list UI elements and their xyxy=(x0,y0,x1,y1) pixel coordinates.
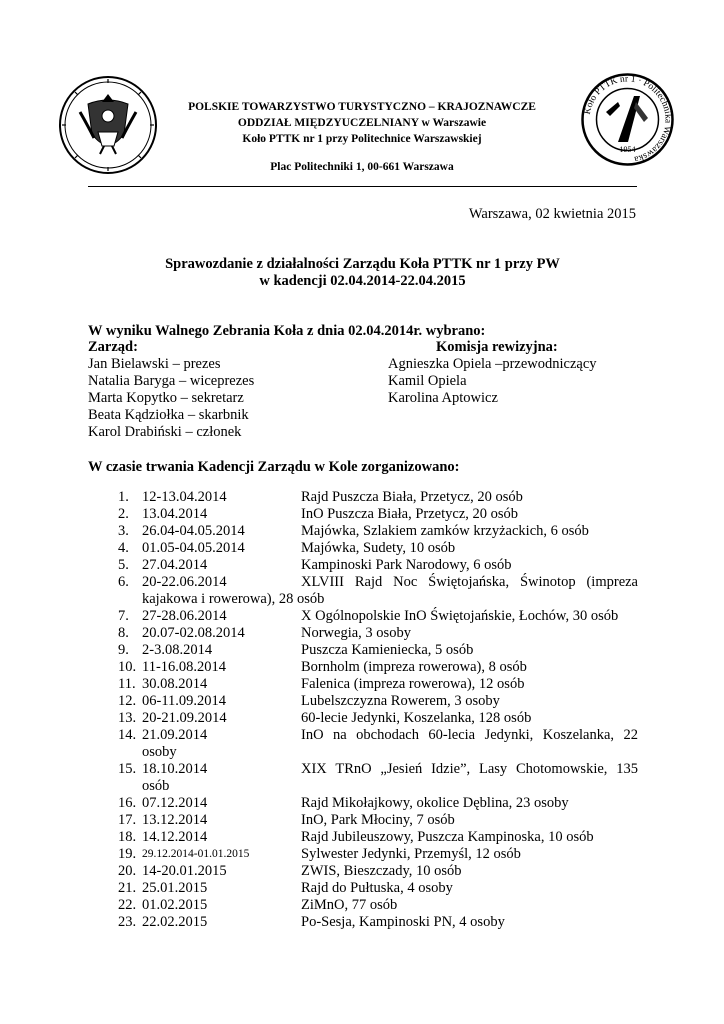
event-number: 23. xyxy=(118,914,137,930)
event-number: 6. xyxy=(118,574,129,590)
event-date: 14.12.2014 xyxy=(142,829,208,845)
org-branch: ODDZIAŁ MIĘDZYUCZELNIANY w Warszawie xyxy=(237,117,487,129)
board-member: Natalia Baryga – wiceprezes xyxy=(88,373,255,389)
audit-label: Komisja rewizyjna: xyxy=(436,339,558,355)
event-date: 2-3.08.2014 xyxy=(142,642,213,658)
event-number: 12. xyxy=(118,693,137,709)
event-date: 12-13.04.2014 xyxy=(142,489,227,505)
event-description: 60-lecie Jedynki, Koszelanka, 128 osób xyxy=(301,710,532,726)
event-description: Rajd Puszcza Biała, Przetycz, 20 osób xyxy=(301,489,523,505)
event-number: 22. xyxy=(118,897,137,913)
event-date: 13.04.2014 xyxy=(142,506,208,522)
event-description: InO Puszcza Biała, Przetycz, 20 osób xyxy=(301,506,519,522)
event-description: Majówka, Szlakiem zamków krzyżackich, 6 osób xyxy=(301,523,589,539)
event-description: Norwegia, 3 osoby xyxy=(301,625,411,641)
election-heading: W wyniku Walnego Zebrania Koła z dnia 02.04.2014r. wybrano: xyxy=(88,323,486,339)
event-number: 8. xyxy=(118,625,129,641)
audit-member: Karolina Aptowicz xyxy=(388,390,498,406)
event-number: 18. xyxy=(118,829,137,845)
board-member: Jan Bielawski – prezes xyxy=(88,356,221,372)
event-date: 27.04.2014 xyxy=(142,557,208,573)
event-date: 20.07-02.08.2014 xyxy=(142,625,245,641)
event-number: 2. xyxy=(118,506,129,522)
event-number: 11. xyxy=(118,676,136,692)
event-date: 30.08.2014 xyxy=(142,676,208,692)
event-date: 26.04-04.05.2014 xyxy=(142,523,245,539)
board-label: Zarząd: xyxy=(88,339,138,355)
event-number: 21. xyxy=(118,880,137,896)
board-member: Beata Kądziołka – skarbnik xyxy=(88,407,249,423)
event-description: X Ogólnopolskie InO Świętojańskie, Łochów, 30 osób xyxy=(301,608,619,624)
event-description: Kampinoski Park Narodowy, 6 osób xyxy=(301,557,512,573)
event-description-continued: kajakowa i rowerowa), 28 osób xyxy=(142,591,325,607)
header-divider xyxy=(88,186,637,187)
event-date: 18.10.2014 xyxy=(142,761,208,777)
event-number: 5. xyxy=(118,557,129,573)
org-address: Plac Politechniki 1, 00-661 Warszawa xyxy=(270,161,454,173)
event-description: Rajd do Pułtuska, 4 osoby xyxy=(301,880,453,896)
event-description: InO, Park Młociny, 7 osób xyxy=(301,812,455,828)
event-number: 9. xyxy=(118,642,129,658)
event-date: 22.02.2015 xyxy=(142,914,208,930)
board-member: Marta Kopytko – sekretarz xyxy=(88,390,244,406)
event-number: 15. xyxy=(118,761,137,777)
event-description: XLVIII Rajd Noc Świętojańska, Świnotop (impreza xyxy=(301,574,638,590)
event-date: 21.09.2014 xyxy=(142,727,208,743)
audit-member: Kamil Opiela xyxy=(388,373,467,389)
event-number: 16. xyxy=(118,795,137,811)
event-date: 06-11.09.2014 xyxy=(142,693,227,709)
event-description-continued: osoby xyxy=(142,744,177,760)
event-date: 01.05-04.05.2014 xyxy=(142,540,245,556)
document-date: Warszawa, 02 kwietnia 2015 xyxy=(468,206,636,222)
report-term: w kadencji 02.04.2014-22.04.2015 xyxy=(259,273,466,289)
report-title: Sprawozdanie z działalności Zarządu Koła PTTK nr 1 przy PW xyxy=(165,256,560,272)
svg-text:Koło PTTK nr 1 · Politechnika: Koło PTTK nr 1 · Politechnika Warszawska xyxy=(582,74,673,164)
event-number: 4. xyxy=(118,540,129,556)
event-number: 1. xyxy=(118,489,129,505)
event-description: ZWIS, Bieszczady, 10 osób xyxy=(301,863,462,879)
event-description: Sylwester Jedynki, Przemyśl, 12 osób xyxy=(301,846,521,862)
audit-member: Agnieszka Opiela –przewodniczący xyxy=(388,356,597,372)
event-description: Lubelszczyzna Rowerem, 3 osoby xyxy=(301,693,500,709)
event-number: 3. xyxy=(118,523,129,539)
event-date: 14-20.01.2015 xyxy=(142,863,227,879)
event-number: 13. xyxy=(118,710,137,726)
event-number: 20. xyxy=(118,863,137,879)
event-description: InO na obchodach 60-lecia Jedynki, Koszelanka, 22 xyxy=(301,727,638,743)
event-description: Rajd Mikołajkowy, okolice Dęblina, 23 osoby xyxy=(301,795,569,811)
event-number: 7. xyxy=(118,608,129,624)
event-description: Rajd Jubileuszowy, Puszcza Kampinoska, 10 osób xyxy=(301,829,594,845)
event-date: 07.12.2014 xyxy=(142,795,208,811)
event-date: 29.12.2014-01.01.2015 xyxy=(142,848,250,860)
event-date: 27-28.06.2014 xyxy=(142,608,227,624)
event-description: ZiMnO, 77 osób xyxy=(301,897,398,913)
event-date: 13.12.2014 xyxy=(142,812,208,828)
event-date: 25.01.2015 xyxy=(142,880,208,896)
event-number: 10. xyxy=(118,659,137,675)
event-description: Po-Sesja, Kampinoski PN, 4 osoby xyxy=(301,914,505,930)
event-number: 19. xyxy=(118,846,137,862)
event-description: Puszcza Kamieniecka, 5 osób xyxy=(301,642,474,658)
pttk-club-seal xyxy=(580,72,675,167)
event-number: 14. xyxy=(118,727,137,743)
event-date: 20-22.06.2014 xyxy=(142,574,227,590)
event-description: XIX TRnO „Jesień Idzie”, Lasy Chotomowskie, 135 xyxy=(301,761,638,777)
event-date: 20-21.09.2014 xyxy=(142,710,227,726)
event-description-continued: osób xyxy=(142,778,170,794)
events-heading: W czasie trwania Kadencji Zarządu w Kole zorganizowano: xyxy=(88,459,460,475)
board-member: Karol Drabiński – członek xyxy=(88,424,242,440)
org-name: POLSKIE TOWARZYSTWO TURYSTYCZNO – KRAJOZNAWCZE xyxy=(188,101,536,113)
seal-year: 1954 xyxy=(619,145,636,154)
event-date: 01.02.2015 xyxy=(142,897,208,913)
event-number: 17. xyxy=(118,812,137,828)
event-description: Bornholm (impreza rowerowa), 8 osób xyxy=(301,659,527,675)
event-description: Majówka, Sudety, 10 osób xyxy=(301,540,456,556)
event-description: Falenica (impreza rowerowa), 12 osób xyxy=(301,676,525,692)
org-club: Koło PTTK nr 1 przy Politechnice Warszawskiej xyxy=(242,133,482,145)
event-date: 11-16.08.2014 xyxy=(142,659,227,675)
